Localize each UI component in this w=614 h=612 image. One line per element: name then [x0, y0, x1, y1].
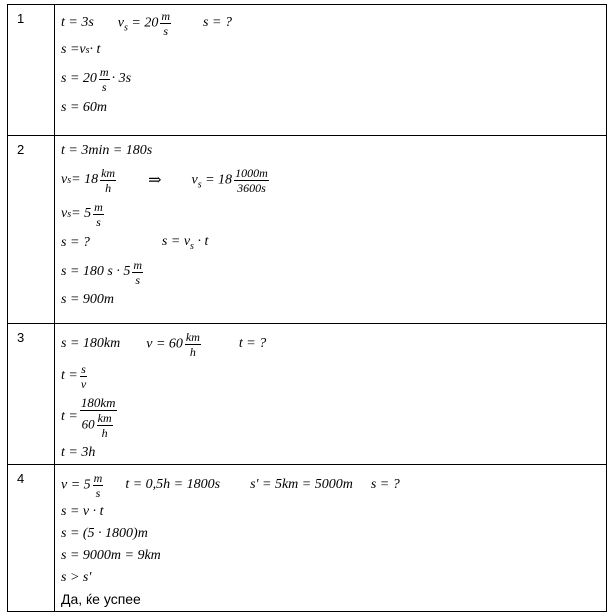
given-line: v = 5 $\frac{m}{s}$ t = 0,5h = 1800s s' = 5km = 5000m s = ?	[61, 470, 400, 500]
given-speed: $v_s = 20$ $\frac{m}{s}$	[117, 8, 171, 38]
row-number: 2	[8, 136, 55, 324]
table-row-3	[8, 324, 607, 465]
formula-line: s = ? $s = v_s \cdot t$	[61, 234, 209, 252]
given-line	[61, 9, 606, 37]
result-line: s = 60m	[61, 100, 108, 115]
solution-cell	[55, 465, 607, 612]
solutions-table	[7, 4, 607, 612]
given-line: t = 3min = 180s	[61, 143, 153, 158]
substitution-line: s = (5 · 1800)m	[61, 526, 148, 541]
speed-line: v s = 5 $\frac{m}{s}$	[61, 199, 103, 229]
row-number: 4	[8, 465, 55, 612]
row-number: 1	[8, 5, 55, 136]
formula-line: s = v s · t	[61, 42, 101, 57]
result-line: s = 9000m = 9km	[61, 548, 161, 563]
substitution-line: s = 20 $\frac{m}{s}$ · 3s	[61, 64, 132, 94]
substitution-line: t = 180km 60 $\frac{km}{h}$	[61, 394, 116, 440]
table-row-4	[8, 465, 607, 612]
implies-arrow: ⇒	[148, 172, 162, 189]
formula-line: s = v · t	[61, 504, 104, 519]
conversion-line: v s = 18 $\frac{km}{h}$ ⇒ $v_s = 18$ $\frac{1000m}{3600s}$	[61, 165, 268, 195]
table-row-2	[8, 136, 607, 324]
comparison-line: s > s'	[61, 570, 92, 585]
solution-cell	[55, 5, 607, 136]
solution-cell	[55, 324, 607, 465]
table-row-1	[8, 5, 607, 136]
answer-line: Да, ќе успее	[61, 591, 141, 607]
row-number: 3	[8, 324, 55, 465]
given-time: t = 3s	[61, 15, 94, 30]
result-line: s = 900m	[61, 292, 115, 307]
given-line: s = 180km v = 60 $\frac{km}{h}$ t = ?	[61, 329, 267, 359]
formula-line: t = $\frac{s}{v}$	[61, 361, 87, 391]
unknown: s = ?	[203, 15, 232, 30]
result-line: t = 3h	[61, 445, 96, 460]
solution-cell	[55, 136, 607, 324]
substitution-line: s = 180 s · 5 $\frac{m}{s}$	[61, 257, 143, 287]
